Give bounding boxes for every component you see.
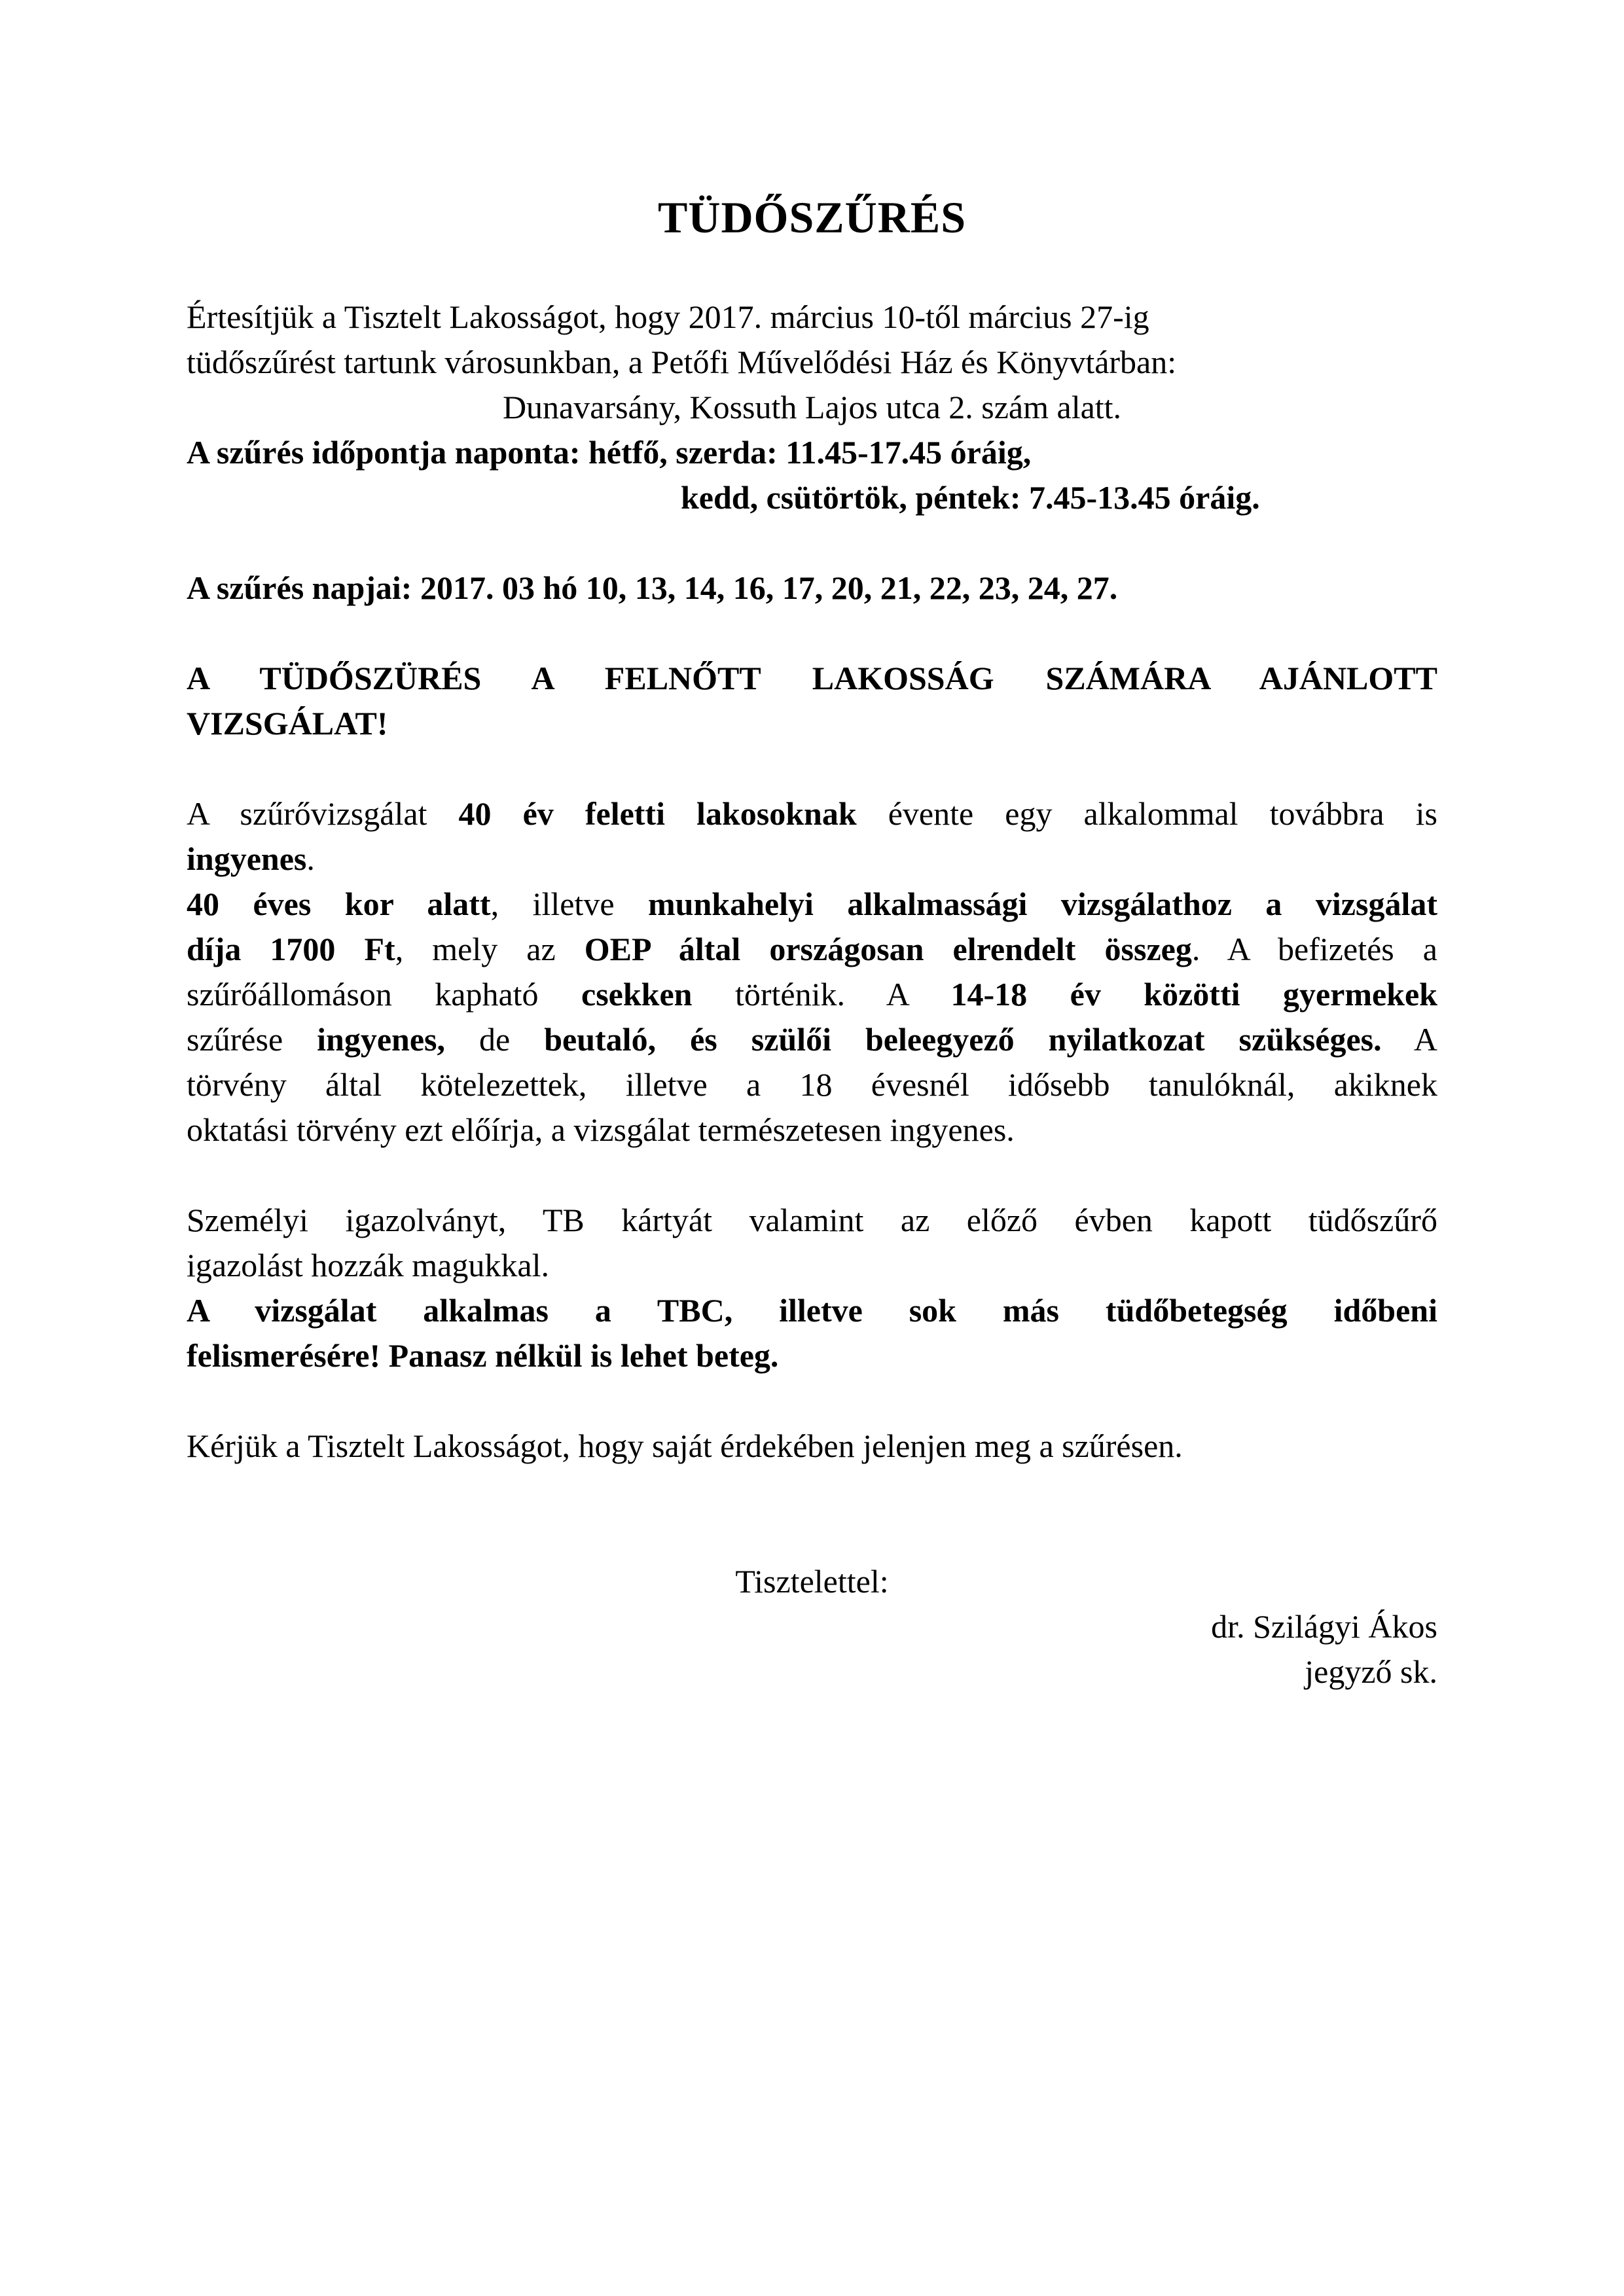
bold-text-segment: ingyenes [187, 840, 307, 877]
blank-line [187, 520, 1437, 565]
text-line [187, 1424, 1437, 1469]
text-segment: , mely az [395, 931, 585, 967]
document-body [187, 295, 1437, 1695]
text-segment: A [1381, 1021, 1437, 1058]
text-line [187, 1107, 1437, 1153]
text-segment: . A befizetés a [1191, 931, 1437, 967]
text-line [187, 1604, 1437, 1649]
bold-text-segment: 14-18 év közötti gyermekek [950, 976, 1437, 1013]
text-line [187, 836, 1437, 882]
blank-line [187, 1514, 1437, 1559]
text-line [187, 1198, 1437, 1243]
text-segment: jegyző sk. [1305, 1653, 1437, 1690]
text-segment: tüdőszűrést tartunk városunkban, a Petőfi Művelődési Ház és Könyvtárban: [187, 344, 1177, 380]
text-segment: dr. Szilágyi Ákos [1211, 1608, 1437, 1645]
text-line [187, 385, 1437, 430]
text-line [187, 1333, 1437, 1378]
bold-text-segment: VIZSGÁLAT! [187, 705, 388, 742]
bold-text-segment: A TÜDŐSZÜRÉS A FELNŐTT LAKOSSÁG SZÁMÁRA AJÁNLOTT [187, 660, 1437, 696]
text-segment: törvény által kötelezettek, illetve a 18 évesnél idősebb tanulóknál, akiknek [187, 1066, 1437, 1103]
bold-text-segment: kedd, csütörtök, péntek: 7.45-13.45 óráig. [681, 479, 1260, 516]
blank-line [187, 1153, 1437, 1198]
text-line [187, 927, 1437, 972]
text-segment: Kérjük a Tisztelt Lakosságot, hogy saját érdekében jelenjen meg a szűrésen. [187, 1427, 1183, 1464]
bold-text-segment: csekken [581, 976, 693, 1013]
text-line [187, 475, 1437, 520]
text-segment: Személyi igazolványt, TB kártyát valamint az előző évben kapott tüdőszűrő [187, 1202, 1437, 1238]
text-segment: szűrése [187, 1021, 317, 1058]
text-line [187, 656, 1437, 701]
text-line [187, 791, 1437, 836]
text-line [187, 295, 1437, 340]
text-segment: évente egy alkalommal továbbra is [856, 795, 1437, 832]
bold-text-segment: 40 év feletti lakosoknak [458, 795, 857, 832]
bold-text-segment: A szűrés időpontja naponta: hétfő, szerda: 11.45-17.45 óráig, [187, 434, 1032, 471]
text-line [187, 882, 1437, 927]
text-line [187, 972, 1437, 1017]
text-segment: . [306, 840, 315, 877]
text-line [187, 1243, 1437, 1288]
text-line [187, 701, 1437, 746]
bold-text-segment: OEP által országosan elrendelt összeg [584, 931, 1192, 967]
text-segment: Értesítjük a Tisztelt Lakosságot, hogy 2017. március 10-től március 27-ig [187, 298, 1149, 335]
blank-line [187, 611, 1437, 656]
text-segment: történik. A [692, 976, 951, 1013]
text-line [187, 1017, 1437, 1062]
bold-text-segment: A szűrés napjai: 2017. 03 hó 10, 13, 14, 16, 17, 20, 21, 22, 23, 24, 27. [187, 569, 1118, 606]
bold-text-segment: ingyenes, [317, 1021, 446, 1058]
text-segment: , illetve [490, 886, 648, 922]
document-title: TÜDŐSZŰRÉS [657, 192, 967, 242]
text-line [187, 340, 1437, 385]
text-segment: Dunavarsány, Kossuth Lajos utca 2. szám alatt. [502, 389, 1122, 425]
blank-line [187, 746, 1437, 791]
bold-text-segment: beutaló, és szülői beleegyező nyilatkozat szükséges. [544, 1021, 1382, 1058]
bold-text-segment: díja 1700 Ft [187, 931, 395, 967]
text-segment: Tisztelettel: [735, 1563, 889, 1600]
text-line [187, 1288, 1437, 1333]
text-line [187, 430, 1437, 475]
blank-line [187, 1469, 1437, 1514]
text-line [187, 1559, 1437, 1604]
text-line [187, 1062, 1437, 1107]
text-line [187, 1649, 1437, 1695]
text-segment: de [445, 1021, 545, 1058]
bold-text-segment: 40 éves kor alatt [187, 886, 491, 922]
blank-line [187, 1378, 1437, 1424]
text-segment: igazolást hozzák magukkal. [187, 1247, 549, 1283]
text-line [187, 565, 1437, 611]
text-segment: oktatási törvény ezt előírja, a vizsgálat természetesen ingyenes. [187, 1111, 1015, 1148]
bold-text-segment: felismerésére! Panasz nélkül is lehet beteg. [187, 1337, 779, 1374]
bold-text-segment: A vizsgálat alkalmas a TBC, illetve sok más tüdőbetegség időbeni [187, 1292, 1437, 1329]
text-segment: szűrőállomáson kapható [187, 976, 582, 1013]
text-segment: A szűrővizsgálat [187, 795, 459, 832]
bold-text-segment: munkahelyi alkalmassági vizsgálathoz a vizsgálat [648, 886, 1437, 922]
